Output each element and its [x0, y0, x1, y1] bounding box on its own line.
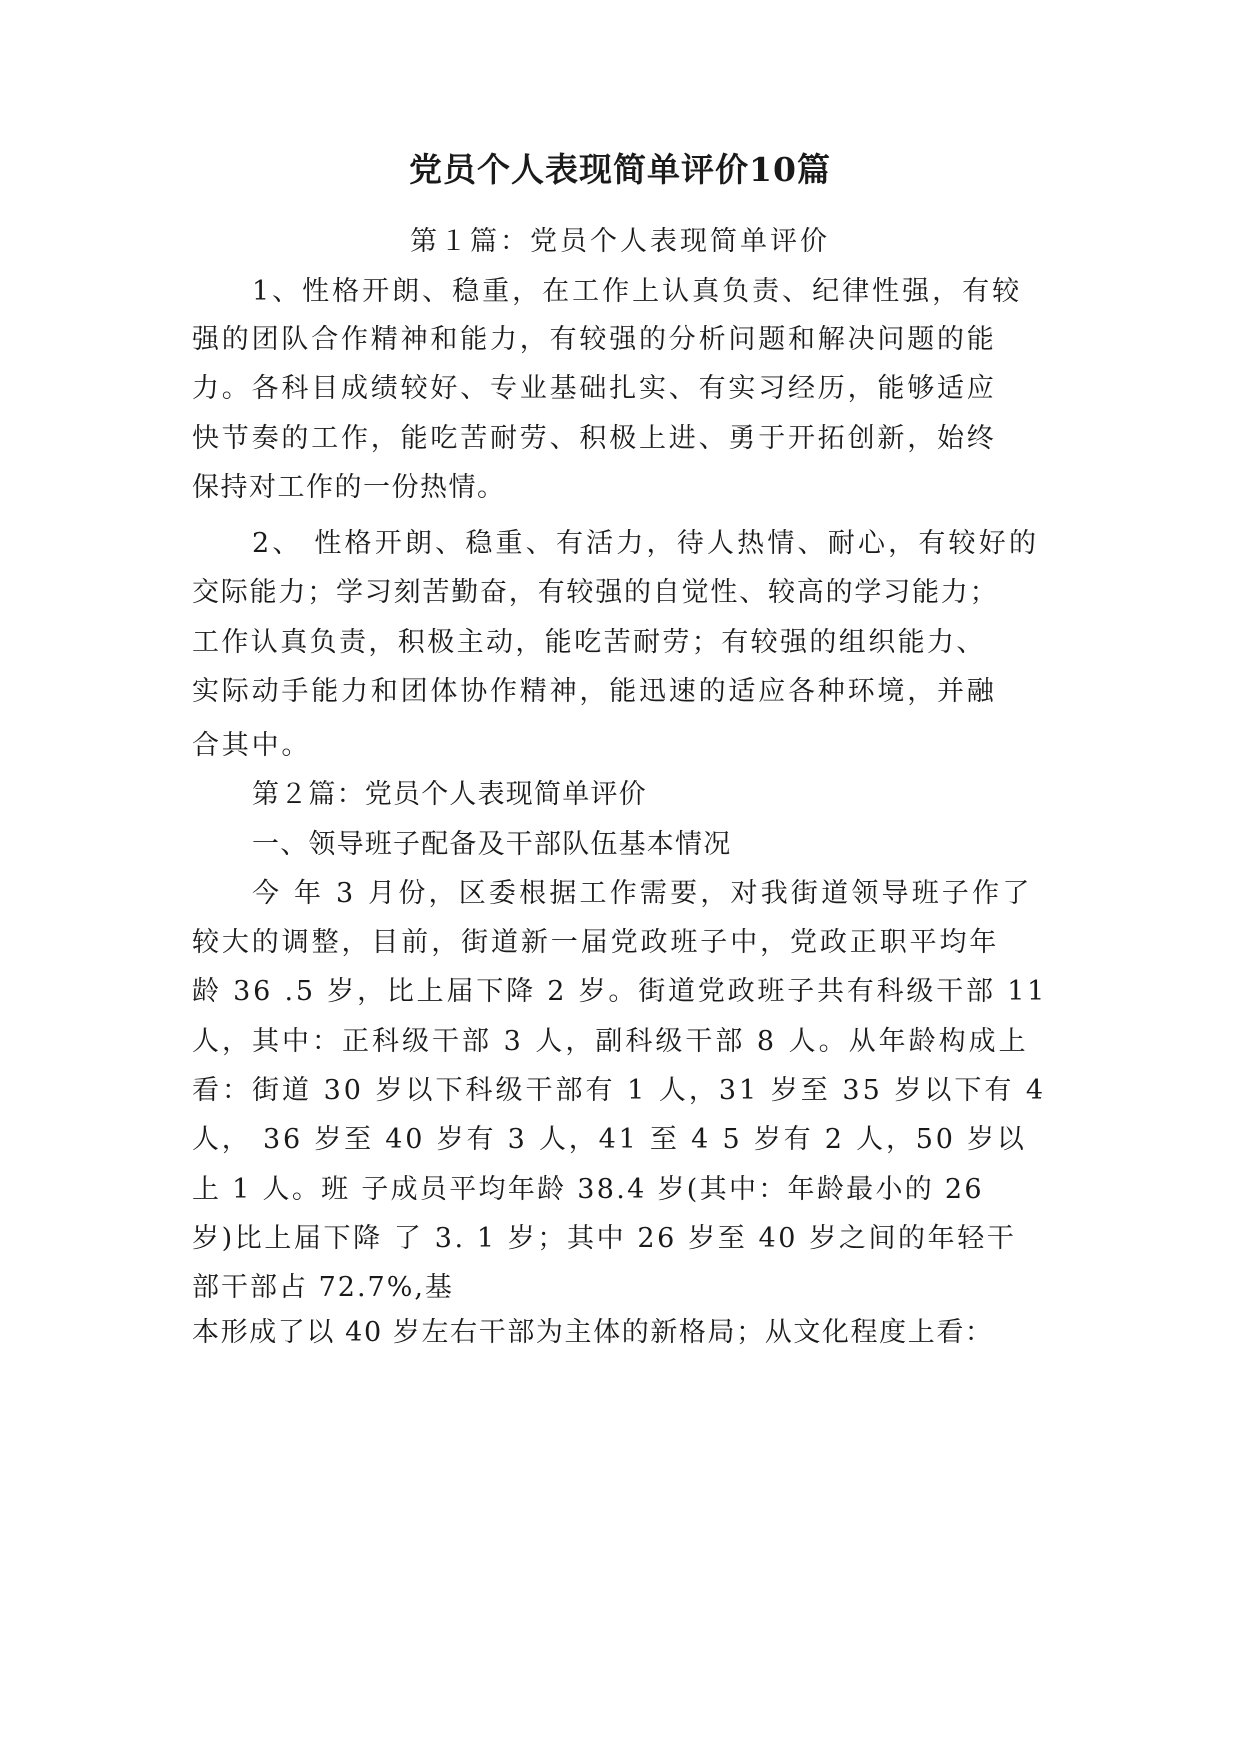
- subsection-heading: 一、领导班子配备及干部队伍基本情况: [252, 829, 732, 860]
- section-1-heading: 第１篇：党员个人表现简单评价: [410, 226, 830, 257]
- paragraph-line: 实际动手能力和团体协作精神，能迅速的适应各种环境，并融: [192, 676, 997, 707]
- paragraph-line: 1、性格开朗、稳重，在工作上认真负责、纪律性强，有较: [252, 276, 1023, 307]
- paragraph-line: 部干部占 72.7%,基: [192, 1272, 454, 1303]
- paragraph-line: 人， 36 岁至 40 岁有 3 人，41 至 4 5 岁有 2 人，50 岁以: [192, 1124, 1027, 1155]
- paragraph-line: 保持对工作的一份热情。: [192, 472, 506, 503]
- paragraph-line: 看：街道 30 岁以下科级干部有 1 人，31 岁至 35 岁以下有 4: [192, 1075, 1047, 1106]
- paragraph-line: 2、 性格开朗、稳重、有活力，待人热情、耐心，有较好的: [252, 528, 1040, 559]
- paragraph-line: 交际能力；学习刻苦勤奋，有较强的自觉性、较高的学习能力；: [192, 577, 999, 608]
- paragraph-line: 上 1 人。班 子成员平均年龄 38.4 岁(其中：年龄最小的 26: [192, 1174, 984, 1205]
- paragraph-line: 力。各科目成绩较好、专业基础扎实、有实习经历，能够适应: [192, 373, 997, 404]
- section-2-heading: 第２篇：党员个人表现简单评价: [252, 779, 647, 810]
- paragraph-line: 较大的调整，目前，街道新一届党政班子中，党政正职平均年: [192, 927, 1000, 958]
- paragraph-line: 人，其中：正科级干部 3 人，副科级干部 8 人。从年龄构成上: [192, 1026, 1029, 1057]
- document-title: 党员个人表现简单评价10篇: [409, 150, 831, 189]
- paragraph-line: 今 年 3 月份，区委根据工作需要，对我街道领导班子作了: [252, 878, 1033, 909]
- paragraph-line: 龄 36 .5 岁，比上届下降 2 岁。街道党政班子共有科级干部 11: [192, 976, 1048, 1007]
- paragraph-line: 工作认真负责，积极主动，能吃苦耐劳；有较强的组织能力、: [192, 627, 986, 658]
- paragraph-line: 强的团队合作精神和能力，有较强的分析问题和解决问题的能: [192, 324, 997, 355]
- paragraph-line: 快节奏的工作，能吃苦耐劳、积极上进、勇于开拓创新，始终: [192, 423, 997, 454]
- paragraph-line: 合其中。: [192, 730, 312, 761]
- paragraph-line: 本形成了以 40 岁左右干部为主体的新格局；从文化程度上看：: [192, 1317, 994, 1348]
- paragraph-line: 岁)比上届下降 了 3. 1 岁；其中 26 岁至 40 岁之间的年轻干: [192, 1223, 1017, 1254]
